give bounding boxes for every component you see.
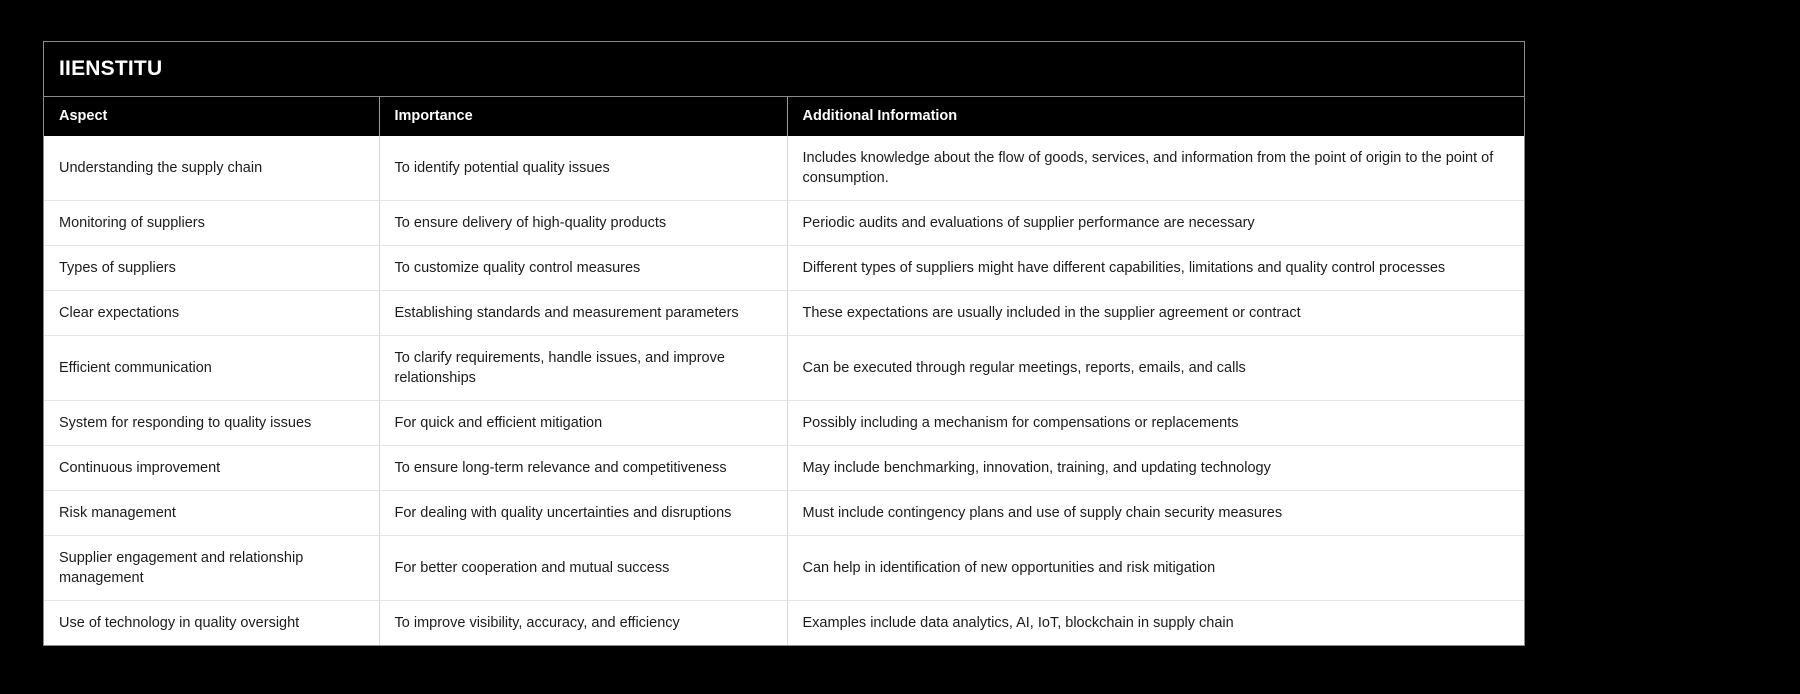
cell-additional: Examples include data analytics, AI, IoT, blockchain in supply chain	[787, 601, 1524, 646]
cell-importance: To improve visibility, accuracy, and efficiency	[379, 601, 787, 646]
table-row	[44, 491, 1524, 536]
cell-additional: Possibly including a mechanism for compensations or replacements	[787, 401, 1524, 446]
table-row	[44, 336, 1524, 401]
cell-importance: Establishing standards and measurement parameters	[379, 291, 787, 336]
cell-importance: To identify potential quality issues	[379, 136, 787, 201]
table-header-row	[44, 97, 1524, 136]
table-card	[43, 41, 1525, 646]
cell-importance: To customize quality control measures	[379, 246, 787, 291]
cell-additional: These expectations are usually included in the supplier agreement or contract	[787, 291, 1524, 336]
cell-aspect: Clear expectations	[44, 291, 379, 336]
cell-additional: Periodic audits and evaluations of supplier performance are necessary	[787, 201, 1524, 246]
column-header-additional-information: Additional Information	[787, 97, 1524, 136]
cell-additional: Can be executed through regular meetings, reports, emails, and calls	[787, 336, 1524, 401]
cell-aspect: Supplier engagement and relationship management	[44, 536, 379, 601]
cell-importance: For better cooperation and mutual success	[379, 536, 787, 601]
cell-aspect: Risk management	[44, 491, 379, 536]
cell-aspect: System for responding to quality issues	[44, 401, 379, 446]
table-body	[44, 136, 1524, 645]
cell-importance: To clarify requirements, handle issues, and improve relationships	[379, 336, 787, 401]
brand-title: IIENSTITU	[59, 57, 163, 80]
table-row	[44, 291, 1524, 336]
cell-importance: For quick and efficient mitigation	[379, 401, 787, 446]
table-row	[44, 136, 1524, 201]
cell-aspect: Use of technology in quality oversight	[44, 601, 379, 646]
column-header-importance: Importance	[379, 97, 787, 136]
table-row	[44, 401, 1524, 446]
cell-aspect: Types of suppliers	[44, 246, 379, 291]
cell-additional: Includes knowledge about the flow of goods, services, and information from the point of origin to the point of consumption.	[787, 136, 1524, 201]
cell-importance: To ensure delivery of high-quality products	[379, 201, 787, 246]
cell-aspect: Continuous improvement	[44, 446, 379, 491]
quality-aspects-table	[44, 97, 1524, 645]
cell-aspect: Understanding the supply chain	[44, 136, 379, 201]
cell-additional: Can help in identification of new opportunities and risk mitigation	[787, 536, 1524, 601]
cell-importance: To ensure long-term relevance and competitiveness	[379, 446, 787, 491]
cell-aspect: Efficient communication	[44, 336, 379, 401]
table-row	[44, 446, 1524, 491]
cell-aspect: Monitoring of suppliers	[44, 201, 379, 246]
table-row	[44, 246, 1524, 291]
table-header	[44, 97, 1524, 136]
cell-additional: May include benchmarking, innovation, training, and updating technology	[787, 446, 1524, 491]
cell-additional: Different types of suppliers might have different capabilities, limitations and quality control processes	[787, 246, 1524, 291]
table-row	[44, 536, 1524, 601]
table-row	[44, 601, 1524, 646]
cell-importance: For dealing with quality uncertainties and disruptions	[379, 491, 787, 536]
cell-additional: Must include contingency plans and use of supply chain security measures	[787, 491, 1524, 536]
column-header-aspect: Aspect	[44, 97, 379, 136]
brand-bar	[44, 42, 1524, 97]
table-row	[44, 201, 1524, 246]
